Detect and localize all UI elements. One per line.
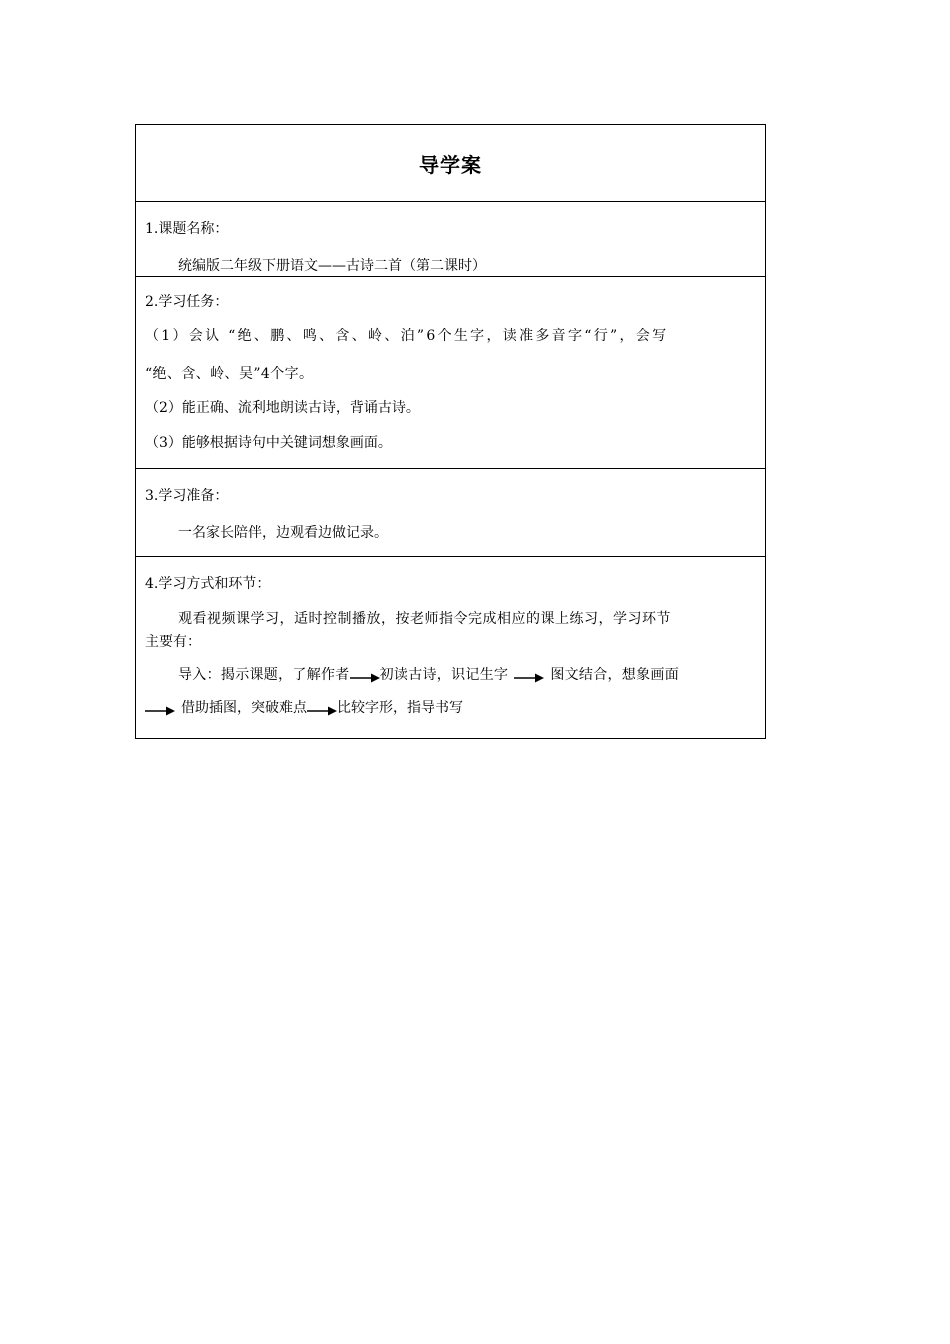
step-5: 比较字形，指导书写 <box>337 700 463 716</box>
section-preparation <box>136 468 765 556</box>
right-arrow-icon <box>350 673 380 683</box>
methods-intro-line-2: 主要有： <box>145 634 201 650</box>
task-item-1-line-2: “绝、含、岭、吴”4个字。 <box>145 366 314 382</box>
step-4: 借助插图，突破难点 <box>181 700 307 716</box>
right-arrow-icon <box>145 706 175 716</box>
task-item-3: （3）能够根据诗句中关键词想象画面。 <box>145 435 392 451</box>
steps-line-2 <box>145 698 756 718</box>
step-1: 导入：揭示课题，了解作者 <box>178 667 350 683</box>
right-arrow-icon <box>307 706 337 716</box>
title-row <box>136 125 765 201</box>
course-name-text: 统编版二年级下册语文——古诗二首（第二课时） <box>178 258 486 274</box>
section-heading: 1.课题名称： <box>145 221 229 237</box>
lesson-plan-table <box>135 124 766 739</box>
steps-line-1 <box>145 665 756 685</box>
preparation-text: 一名家长陪伴，边观看边做记录。 <box>178 525 388 541</box>
step-2: 初读古诗，识记生字 <box>379 667 509 683</box>
methods-intro-line-1: 观看视频课学习，适时控制播放，按老师指令完成相应的课上练习，学习环节 <box>178 611 671 627</box>
task-item-1-line-1: （1）会认 “绝、鹏、鸣、含、岭、泊”6个生字，读准多音字“行”，会写 <box>145 328 669 344</box>
right-arrow-icon <box>514 673 544 683</box>
section-heading: 2.学习任务： <box>145 294 229 310</box>
task-item-2: （2）能正确、流利地朗读古诗，背诵古诗。 <box>145 400 420 416</box>
section-learning-tasks <box>136 276 765 468</box>
step-3: 图文结合，想象画面 <box>550 667 680 683</box>
section-heading: 3.学习准备： <box>145 488 229 504</box>
section-methods-steps <box>136 556 765 738</box>
page-title: 导学案 <box>419 152 482 177</box>
section-heading: 4.学习方式和环节： <box>145 576 271 592</box>
section-course-name <box>136 201 765 276</box>
